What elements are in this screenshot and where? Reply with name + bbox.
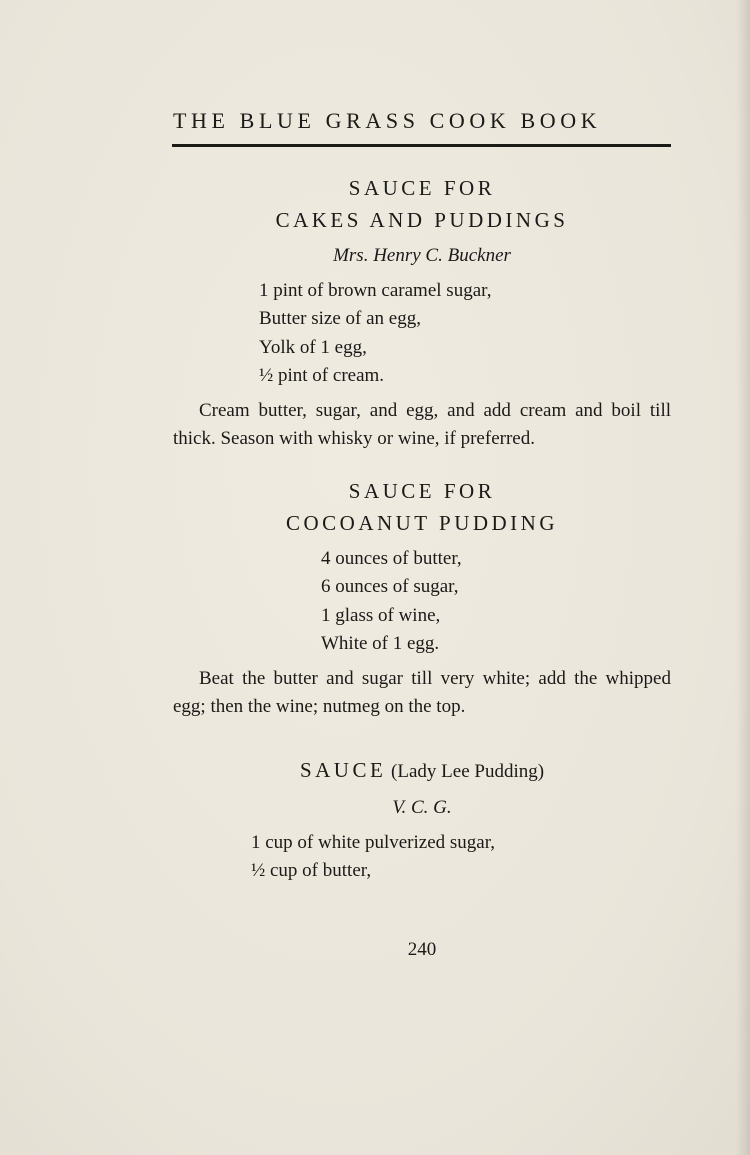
ingredient-item: Butter size of an egg, [259, 308, 421, 329]
recipe-title [173, 756, 671, 787]
recipe-title-line-1: SAUCE FOR [348, 478, 496, 503]
directions-text: Beat the butter and sugar till very white; add the whipped egg; then the wine; nutmeg on the top. [173, 667, 671, 717]
directions-text: Cream butter, sugar, and egg, and add cream and boil till thick. Season with whisky or wine, if preferred. [173, 399, 671, 449]
running-head: THE BLUE GRASS COOK BOOK [173, 108, 602, 133]
recipe-title-line-2: CAKES AND PUDDINGS [275, 208, 569, 232]
recipe-sauce-lady-lee-pudding [173, 756, 671, 886]
recipe-sauce-cakes-puddings [173, 172, 671, 454]
ingredient-item: 1 pint of brown caramel sugar, [259, 279, 492, 301]
ingredient-item: 6 ounces of sugar, [321, 576, 459, 597]
ingredient-item: 1 cup of white pulverized sugar, [251, 831, 496, 853]
section-spacer [173, 722, 671, 756]
section-spacer [173, 454, 671, 475]
ingredient-item: 4 ounces of butter, [321, 547, 462, 569]
ingredient-list [173, 829, 671, 886]
recipe-directions [173, 397, 671, 454]
recipe-title-subtitle: (Lady Lee Pudding) [391, 760, 545, 782]
ingredient-item: ½ cup of butter, [251, 860, 372, 881]
ingredient-item: Yolk of 1 egg, [259, 336, 367, 358]
page-number: 240 [407, 939, 437, 960]
header-rule [172, 144, 671, 147]
ingredient-item: 1 glass of wine, [321, 604, 441, 626]
recipe-author: Mrs. Henry C. Buckner [333, 245, 511, 266]
recipe-author: V. C. G. [392, 797, 452, 818]
recipe-title-line-2: COCOANUT PUDDING [285, 510, 559, 535]
ingredient-item: White of 1 egg. [321, 633, 440, 654]
ingredient-list [173, 545, 671, 659]
page-content [173, 172, 671, 886]
page-edge-shadow [736, 0, 750, 1155]
recipe-directions [173, 665, 671, 722]
ingredient-list [173, 277, 671, 391]
recipe-title-line-1: SAUCE FOR [348, 176, 496, 200]
recipe-title-word: SAUCE [299, 757, 387, 782]
recipe-sauce-cocoanut-pudding [173, 475, 671, 722]
ingredient-item: ½ pint of cream. [259, 365, 385, 386]
